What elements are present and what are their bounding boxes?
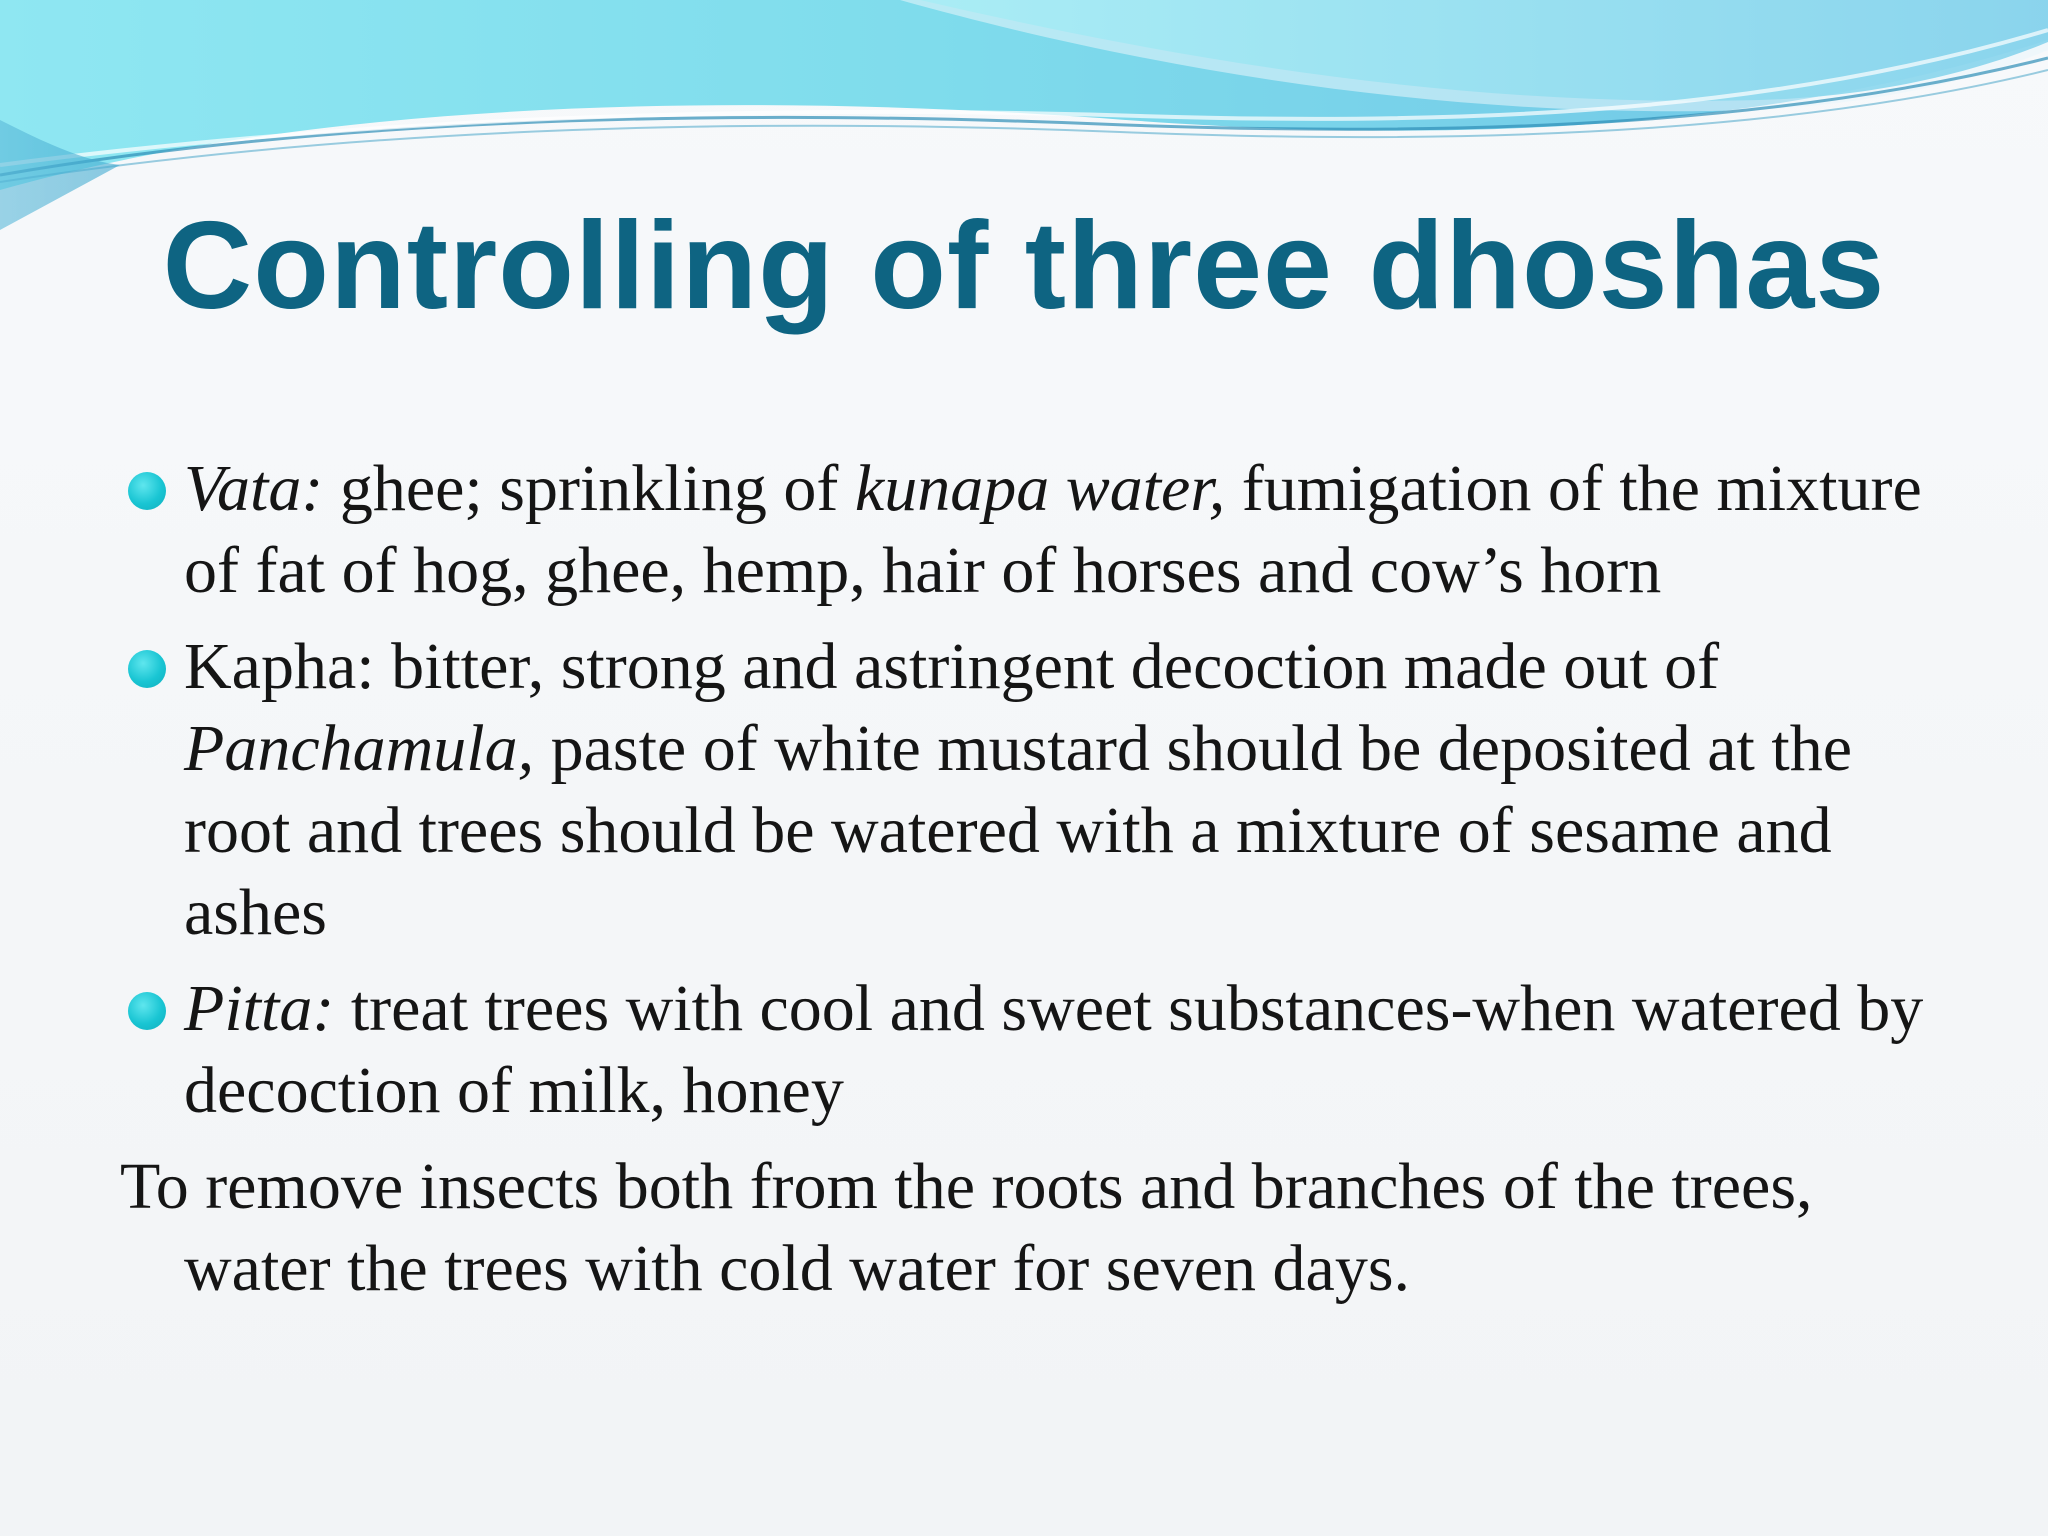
bullet-vata-lead: Vata: (184, 452, 324, 525)
bullet-dot-icon (128, 650, 166, 688)
bullet-kapha-lead: Kapha: bitter, strong and astringent decoction made out of (184, 630, 1720, 703)
bullet-kapha-em: Panchamula, (184, 712, 535, 785)
bullet-kapha (120, 626, 1950, 954)
slide-title: Controlling of three dhoshas (162, 197, 1886, 335)
closing-paragraph: To remove insects both from the roots and branches of the trees, water the trees with cold water for seven days. (120, 1150, 1813, 1305)
bullet-vata-text-b: fumigation of the mixture of fat of hog, ghee, hemp, hair of horses and cow’s horn (184, 452, 1922, 607)
bullet-pitta-lead: Pitta: (184, 972, 335, 1045)
bullet-pitta (120, 968, 1950, 1132)
bullet-kapha-text-b: paste of white mustard should be deposited at the root and trees should be watered with a mixture of sesame and ashes (184, 712, 1852, 949)
bullet-dot-icon (128, 992, 166, 1030)
slide-body (120, 448, 1950, 1310)
bullet-pitta-text-a: treat trees with cool and sweet substances-when watered by decoction of milk, honey (184, 972, 1924, 1127)
bullet-dot-icon (128, 472, 166, 510)
bullet-vata-em: kunapa water, (854, 452, 1226, 525)
bullet-vata (120, 448, 1950, 612)
bullet-vata-text-a: ghee; sprinkling of (323, 452, 855, 525)
